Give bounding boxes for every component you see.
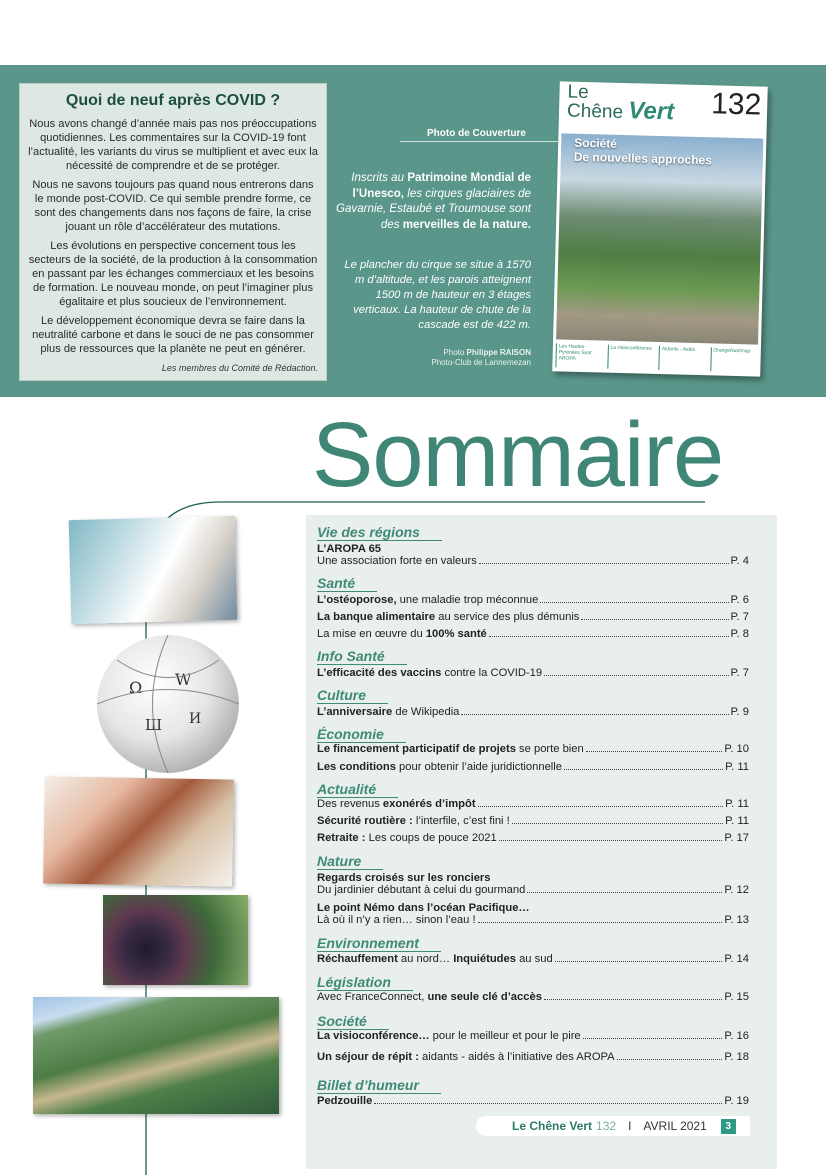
entry-page: P. 7 <box>730 667 749 679</box>
theme-1: Société <box>574 135 618 151</box>
toc-entry[interactable] <box>317 594 749 607</box>
mag-foot-item: La visioconférence <box>607 345 655 370</box>
magazine-number: 132 <box>710 87 762 122</box>
news-title: Quoi de neuf après COVID ? <box>65 92 281 109</box>
entry-bold: Sécurité routière : <box>317 815 413 827</box>
svg-text:W: W <box>175 670 192 689</box>
entry-bold: L’anniversaire <box>317 706 393 718</box>
entry-page: P. 6 <box>730 594 749 606</box>
toc-entry[interactable] <box>317 1051 749 1064</box>
page-title: Sommaire <box>312 404 724 506</box>
entry-page: P. 11 <box>725 761 749 773</box>
entry-text: une maladie trop méconnue <box>396 594 539 606</box>
cover-text-1: Inscrits au <box>351 171 405 184</box>
footer-brand: Le Chêne Vert <box>512 1119 593 1133</box>
credit-club: Photo-Club de Lannemezan <box>431 358 531 367</box>
toc-entry[interactable] <box>317 798 749 811</box>
magazine-cover <box>552 81 768 376</box>
magazine-footer <box>555 343 758 372</box>
news-paragraph: Les évolutions en perspective concernent tous les secteurs de la société, de la production à la consommation en passant par les échanges commerciaux et les besoins de formation. Le nouveau monde, on peut l’imaginer plus égalitaire et plus soucieux de l’environnement. <box>28 240 318 308</box>
logo-le: Le <box>567 81 589 104</box>
entry-bold: 100% santé <box>425 628 487 640</box>
toc-entry[interactable] <box>317 611 749 624</box>
credit-prefix: Photo <box>443 348 465 357</box>
entry-page: P. 17 <box>724 832 749 844</box>
entry-bold: Les conditions <box>317 761 396 773</box>
entry-bold: exonérés d’impôt <box>382 798 476 810</box>
svg-text:Ш: Ш <box>145 716 163 734</box>
mag-foot-item: Les Hautes-Pyrénées Sont AROPA <box>555 343 603 368</box>
toc-entry[interactable] <box>317 628 749 641</box>
photo-blackberries <box>103 895 248 985</box>
category-nature: Nature <box>317 854 383 870</box>
footer-separator: I <box>628 1119 632 1133</box>
toc-heading: L’AROPA 65 <box>317 543 382 555</box>
entry-bold: Inquiétudes <box>453 953 516 965</box>
category-info-sante: Info Santé <box>317 649 407 665</box>
toc-heading: Regards croisés sur les ronciers <box>317 872 491 884</box>
entry-bold: une seule clé d’accès <box>427 991 542 1003</box>
entry-page: P. 18 <box>724 1051 749 1063</box>
mag-foot-item: OrangeNutrimap <box>710 347 758 372</box>
entry-text: pour le meilleur et pour le pire <box>429 1030 581 1042</box>
entry-page: P. 11 <box>725 815 749 827</box>
cover-description <box>335 170 531 232</box>
entry-page: P. 14 <box>724 953 749 965</box>
entry-page: P. 10 <box>724 743 749 755</box>
cover-text-1-bold: Patrimoine Mondial de l’Unesco, <box>352 171 531 200</box>
cover-text-2-bold: merveilles de la nature. <box>402 217 531 231</box>
entry-text: Une association forte en valeurs <box>317 555 477 567</box>
photo-hands-money <box>43 776 234 886</box>
entry-page: P. 8 <box>730 628 749 640</box>
entry-text: de Wikipedia <box>392 706 460 718</box>
entry-bold: L’efficacité des vaccins <box>317 667 442 679</box>
news-paragraph: Nous avons changé d’année mais pas nos préoccupations quotidiennes. Les commentaires sur la COVID-19 font l’actualité, les variants du virus se multiplient et avec eux la nécessité de comprendre et de se protéger. <box>28 118 318 172</box>
cover-detail: Le plancher du cirque se situe à 1570 m d’altitude, et les parois atteignent 1500 m de hauteur en 3 étages verticaux. La hauteur de chute de la cascade est de 422 m. <box>344 259 531 331</box>
news-box <box>19 83 327 381</box>
category-billet-humeur: Billet d’humeur <box>317 1078 441 1094</box>
magazine-theme <box>574 136 713 168</box>
toc-entry[interactable] <box>317 761 749 774</box>
magazine-logo <box>566 81 675 126</box>
entry-page: P. 19 <box>724 1095 749 1107</box>
svg-text:Ω: Ω <box>129 678 143 697</box>
category-legislation: Législation <box>317 975 413 991</box>
entry-page: P. 9 <box>730 706 749 718</box>
entry-text: se porte bien <box>515 743 584 755</box>
entry-page: P. 16 <box>724 1030 749 1042</box>
category-vie-des-regions: Vie des régions <box>317 525 442 541</box>
toc-entry[interactable] <box>317 914 749 927</box>
entry-text: La mise en œuvre du <box>317 628 426 640</box>
category-environnement: Environnement <box>317 936 441 952</box>
entry-page: P. 12 <box>724 884 749 896</box>
category-societe: Société <box>317 1014 389 1030</box>
entry-text: Les coups de pouce 2021 <box>365 832 497 844</box>
toc-entry[interactable] <box>317 953 749 966</box>
entry-text: Des revenus <box>317 798 383 810</box>
page-number: 3 <box>721 1119 736 1134</box>
entry-text: au service des plus démunis <box>435 611 580 623</box>
entry-bold: La visioconférence… <box>317 1030 430 1042</box>
credit-name: Philippe RAISON <box>466 348 531 357</box>
globe-glyphs <box>97 635 239 773</box>
toc-entry[interactable] <box>317 815 749 828</box>
category-actualite: Actualité <box>317 782 398 798</box>
svg-text:И: И <box>189 711 202 727</box>
theme-2: De nouvelles approches <box>573 149 713 168</box>
category-culture: Culture <box>317 688 388 704</box>
toc-entry[interactable] <box>317 1030 749 1043</box>
entry-text: au sud <box>515 953 553 965</box>
entry-bold: La banque alimentaire <box>317 611 436 623</box>
category-economie: Économie <box>317 727 406 743</box>
footer-date: AVRIL 2021 <box>643 1119 707 1133</box>
toc-entry[interactable] <box>317 667 749 680</box>
news-signature: Les membres du Comité de Rédaction. <box>161 363 318 373</box>
photo-wikipedia-globe <box>97 635 239 773</box>
entry-bold: Un séjour de répit : <box>317 1051 419 1063</box>
entry-page: P. 7 <box>730 611 749 623</box>
entry-page: P. 15 <box>724 991 749 1003</box>
entry-bold: Réchauffement <box>317 953 398 965</box>
entry-text: contre la COVID-19 <box>441 667 543 679</box>
news-paragraph: Le développement économique devra se faire dans la neutralité carbone et dans le souci de ne pas consommer plus de ressources que la planète ne peut en générer. <box>32 315 314 355</box>
toc-entry[interactable] <box>317 555 749 568</box>
entry-page: P. 11 <box>725 798 749 810</box>
entry-text: Là où il n’y a rien… sinon l’eau ! <box>317 914 476 926</box>
entry-bold: Pedzouille <box>317 1095 373 1107</box>
entry-text: pour obtenir l’aide juridictionnelle <box>395 761 563 773</box>
toc-entry[interactable] <box>317 832 749 845</box>
entry-page: P. 4 <box>730 555 749 567</box>
cover-label: Photo de Couverture <box>427 128 526 139</box>
cover-text-2: les cirques glaciaires de Gavarnie, Estaubé et Troumouse sont des <box>335 186 531 231</box>
entry-text: Avec FranceConnect, <box>317 991 428 1003</box>
entry-text: Du jardinier débutant à celui du gourmand <box>317 884 526 896</box>
logo-chene: Chêne <box>566 100 624 123</box>
entry-text: l’interfile, c’est fini ! <box>412 815 510 827</box>
news-paragraph: Nous ne savons toujours pas quand nous entrerons dans le monde post-COVID. Ce qui semble prendre forme, ce sont des changements dans nos façons de faire, la crise jouant un rôle d’accélérateur des mutations. <box>32 179 314 233</box>
toc-entry[interactable] <box>317 991 749 1004</box>
photo-credit <box>380 348 531 368</box>
entry-text: aidants - aidés à l’initiative des AROPA <box>418 1051 615 1063</box>
toc-entry[interactable] <box>317 706 749 719</box>
page-footer <box>476 1116 750 1136</box>
entry-bold: L’ostéoporose, <box>317 594 397 606</box>
photo-medical <box>69 516 238 624</box>
mag-foot-item: Aidants - Aidés <box>658 346 706 371</box>
entry-bold: Retraite : <box>317 832 366 844</box>
toc-entry[interactable] <box>317 743 749 756</box>
entry-text: au nord… <box>397 953 454 965</box>
category-sante: Santé <box>317 576 377 592</box>
logo-vert: Vert <box>628 97 675 126</box>
toc-heading: Le point Némo dans l’océan Pacifique… <box>317 902 530 914</box>
footer-issue: 132 <box>596 1119 617 1133</box>
photo-tundra-river <box>33 997 279 1114</box>
cover-divider <box>400 141 560 142</box>
toc-entry[interactable] <box>317 1095 749 1108</box>
toc-entry[interactable] <box>317 884 749 897</box>
entry-page: P. 13 <box>724 914 749 926</box>
entry-bold: Le financement participatif de projets <box>317 743 516 755</box>
